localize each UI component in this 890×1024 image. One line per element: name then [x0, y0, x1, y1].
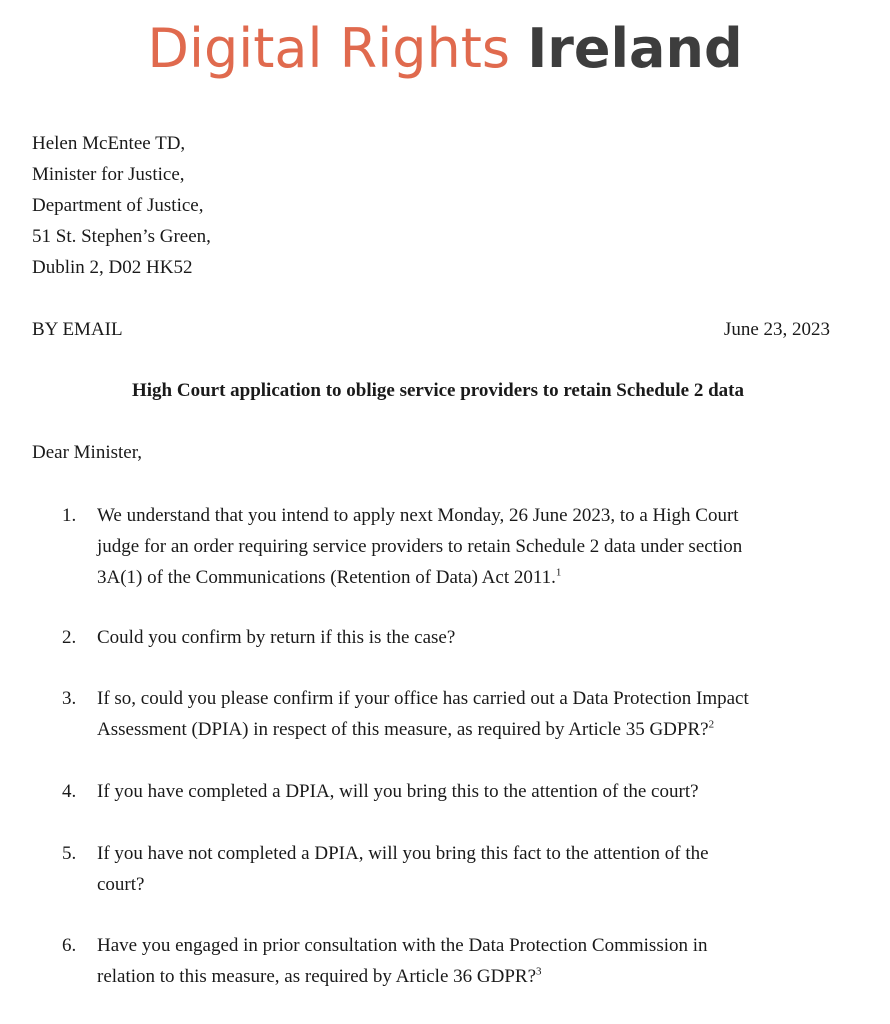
list-item-text: [97, 622, 852, 653]
logo-text-ireland: Ireland: [527, 17, 743, 80]
list-item-number: 4.: [62, 781, 77, 802]
text-fragment: 3A(1) of the Communications (Retention of Data) Act 2011.: [97, 567, 556, 588]
address-line: Minister for Justice,: [32, 164, 185, 185]
text-line: court?: [97, 874, 145, 895]
text-line: judge for an order requiring service providers to retain Schedule 2 data under section: [97, 536, 743, 557]
list-item: [62, 500, 852, 593]
list-item-number: 3.: [62, 688, 77, 709]
address-line: Helen McEntee TD,: [32, 133, 186, 154]
list-item-number: 1.: [62, 505, 77, 526]
address-line: Department of Justice,: [32, 195, 204, 216]
list-item: [62, 838, 852, 900]
text-line: We understand that you intend to apply next Monday, 26 June 2023, to a High Court: [97, 505, 739, 526]
list-item-text: [97, 838, 852, 900]
text-fragment: Assessment (DPIA) in respect of this measure, as required by Article 35 GDPR?: [97, 719, 709, 740]
salutation: Dear Minister,: [32, 442, 143, 463]
footnote-marker[interactable]: 1: [555, 566, 562, 579]
address-line: Dublin 2, D02 HK52: [32, 257, 193, 278]
address-line: 51 St. Stephen’s Green,: [32, 226, 211, 247]
logo-text-digital-rights: Digital Rights: [147, 17, 511, 80]
text-line: Have you engaged in prior consultation with the Data Protection Commission in: [97, 935, 708, 956]
list-item-number: 5.: [62, 843, 77, 864]
letter-date: June 23, 2023: [723, 319, 830, 340]
letter-subject: High Court application to oblige service providers to retain Schedule 2 data: [131, 380, 745, 401]
list-item: [62, 622, 852, 653]
list-item: [62, 930, 852, 992]
list-item-number: 6.: [62, 935, 77, 956]
organization-logo: [0, 14, 890, 84]
delivery-method: BY EMAIL: [32, 319, 123, 340]
list-item: [62, 776, 852, 807]
text-line: If you have not completed a DPIA, will you bring this fact to the attention of the: [97, 843, 709, 864]
list-item-text: [97, 683, 852, 745]
list-item-number: 2.: [62, 627, 77, 648]
text-line: [97, 714, 852, 745]
footnote-marker[interactable]: 2: [708, 718, 715, 731]
text-fragment: relation to this measure, as required by Article 36 GDPR?: [97, 966, 537, 987]
text-line: If you have completed a DPIA, will you bring this to the attention of the court?: [97, 781, 699, 802]
text-line: [97, 961, 852, 992]
text-line: Could you confirm by return if this is the case?: [97, 627, 456, 648]
footnote-marker[interactable]: 3: [536, 965, 542, 978]
list-item-text: [97, 500, 852, 593]
list-item-text: [97, 930, 852, 992]
list-item-text: [97, 776, 852, 807]
text-line: If so, could you please confirm if your office has carried out a Data Protection Impact: [97, 688, 749, 709]
recipient-address: [32, 128, 211, 283]
text-line: [97, 562, 852, 593]
list-item: [62, 683, 852, 745]
